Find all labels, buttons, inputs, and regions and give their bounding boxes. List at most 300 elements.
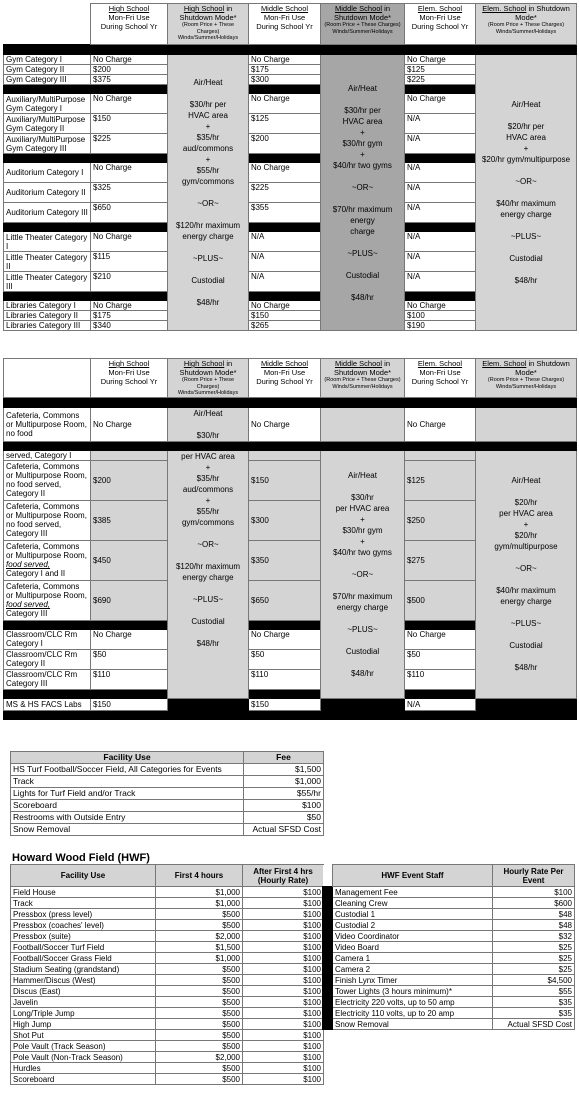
rate-line: $35/hr [196, 133, 220, 142]
hourly-rate: $100 [243, 909, 324, 920]
header-ms-sd-in: in [382, 359, 391, 368]
spacer-cell [323, 986, 333, 997]
hourly-rate: $100 [243, 997, 324, 1008]
separator-cell [91, 85, 168, 94]
col-after-4-hours [243, 865, 324, 887]
hs-price: $110 [91, 669, 168, 689]
facility-use: Scoreboard [11, 800, 244, 812]
table-row [11, 1052, 324, 1063]
table-row [11, 1030, 324, 1041]
ms-price: No Charge [249, 407, 321, 441]
hourly-rate: $100 [243, 1041, 324, 1052]
header-small1: (Room Price + These Charges) [181, 377, 235, 390]
table-2-body [4, 407, 577, 719]
separator-cell [249, 689, 321, 698]
facility-label: Little Theater Category III [4, 272, 91, 292]
ms-price: N/A [249, 232, 321, 252]
facility-use: Hurdles [11, 1063, 156, 1074]
hs-price: No Charge [91, 94, 168, 114]
rate-line: ~PLUS~ [347, 248, 378, 258]
ms-price: $150 [249, 698, 321, 710]
hourly-rate: $100 [243, 898, 324, 909]
rate-line: $40/hr two gyms [333, 547, 392, 557]
rate-line: HVAC area [506, 133, 546, 142]
ms-price: $175 [249, 65, 321, 75]
facility-label: Auxiliary/MultiPurpose Gym Category III [4, 134, 91, 154]
rate-line [323, 635, 402, 646]
staff-rate: $48 [493, 920, 575, 931]
rate-line: $30/hr per [344, 105, 381, 115]
facility-use: Football/Soccer Turf Field [11, 942, 156, 953]
hourly-rate: $100 [243, 953, 324, 964]
rate-line [323, 171, 402, 182]
first-4-hours: $1,000 [156, 887, 243, 898]
facility-label: Classroom/CLC Rm Category II [4, 649, 91, 669]
staff-role: Cleaning Crew [333, 898, 493, 909]
first-4-hours: $500 [156, 1041, 243, 1052]
rate-line: + [360, 127, 365, 137]
hs-price: $50 [91, 649, 168, 669]
rate-line: gym/commons [181, 177, 234, 186]
ms-price: $150 [249, 311, 321, 321]
facility-label: Libraries Category II [4, 311, 91, 321]
facility-label [4, 540, 91, 580]
facility-label: Cafeteria, Commons or Multipurpose Room, no food served, Category III [4, 500, 91, 540]
ms-price: $200 [249, 134, 321, 154]
rate-line: $40/hr maximum [496, 586, 556, 595]
staff-role: Snow Removal [333, 1019, 493, 1030]
rate-line [170, 583, 246, 594]
hourly-rate: $100 [243, 931, 324, 942]
ms-price: $300 [249, 75, 321, 85]
separator-cell [91, 292, 168, 301]
rate-line: $20/hr per [507, 122, 545, 131]
rate-line [170, 187, 246, 198]
food-served: food served, [6, 600, 51, 609]
rate-line: $48/hr [351, 292, 374, 302]
col-after-4-line2: (Hourly Rate) [257, 875, 309, 885]
ms-price: N/A [249, 272, 321, 292]
first-4-hours: $500 [156, 909, 243, 920]
facility-use: Track [11, 898, 156, 909]
hourly-rate: $100 [243, 975, 324, 986]
table-row [11, 909, 324, 920]
rate-line: $55/hr [196, 506, 220, 516]
hs-price: $200 [91, 460, 168, 500]
fee: Actual SFSD Cost [244, 824, 324, 836]
hs-price: $690 [91, 580, 168, 620]
staff-rate: $32 [493, 931, 575, 942]
facility-rates-table-2 [3, 358, 577, 720]
header-hs [91, 359, 168, 398]
ms-price: No Charge [249, 629, 321, 649]
first-4-hours: $1,000 [156, 898, 243, 909]
rate-line [170, 286, 246, 297]
facility-label: served, Category I [4, 450, 91, 460]
rate-line: energy charge [500, 597, 552, 606]
es-price: N/A [405, 163, 476, 183]
staff-role: Camera 2 [333, 964, 493, 975]
hwf-staff-table [322, 864, 575, 1030]
table-row [11, 953, 324, 964]
separator-cell [249, 223, 321, 232]
table-row [11, 887, 324, 898]
hourly-rate: $100 [243, 920, 324, 931]
facility-use: Football/Soccer Grass Field [11, 953, 156, 964]
first-4-hours: $1,500 [156, 942, 243, 953]
staff-role: Tower Lights (3 hours minimum)* [333, 986, 493, 997]
first-4-hours: $500 [156, 920, 243, 931]
facility-label: Little Theater Category I [4, 232, 91, 252]
spacer-cell [323, 953, 333, 964]
facility-use: Discus (East) [11, 986, 156, 997]
ms-price: $350 [249, 540, 321, 580]
hs-price [91, 450, 168, 460]
facility-use: High Jump [11, 1019, 156, 1030]
rate-line: + [523, 520, 529, 529]
facility-label: Auditorium Category II [4, 183, 91, 203]
rate-line [170, 550, 246, 561]
rate-line [170, 627, 246, 638]
facility-label-text: Cafeteria, Commons or Multipurpose Room, [6, 542, 87, 560]
hwf-facility-body [11, 887, 324, 1085]
header-ms-title: Middle School [260, 359, 309, 368]
first-4-hours: $500 [156, 975, 243, 986]
first-4-hours: $1,000 [156, 953, 243, 964]
es-price: N/A [405, 134, 476, 154]
es-price: $125 [405, 460, 476, 500]
rate-line: HVAC area [188, 111, 228, 120]
separator-row [4, 45, 577, 55]
rate-line: ~PLUS~ [192, 594, 224, 604]
hs-price: No Charge [91, 301, 168, 311]
table-row [323, 898, 575, 909]
header-ms [249, 359, 321, 398]
es-shutdown-blank [476, 698, 577, 710]
table-row [323, 942, 575, 953]
col-hourly-rate [493, 865, 575, 887]
fee: $1,000 [244, 776, 324, 788]
staff-rate: $4,500 [493, 975, 575, 986]
rate-line: per HVAC area [181, 451, 235, 461]
rate-line: energy charge [336, 602, 389, 612]
hs-price: $225 [91, 134, 168, 154]
header-hs-title: High School [108, 359, 150, 368]
separator-cell [405, 154, 476, 163]
hs-price: No Charge [91, 163, 168, 183]
facility-use: Pole Vault (Non-Track Season) [11, 1052, 156, 1063]
staff-role: Video Board [333, 942, 493, 953]
header-ms-line3: During School Yr [256, 377, 313, 386]
rate-line: ~OR~ [351, 182, 374, 192]
header-es-sd-line2: Mode* [515, 368, 537, 377]
table-row [323, 953, 575, 964]
header-ms-sd-line2: Shutdown Mode* [333, 13, 392, 22]
rate-line [478, 607, 574, 618]
rate-line [323, 281, 402, 292]
table-row [11, 788, 324, 800]
ms-price: $110 [249, 669, 321, 689]
ms-price: No Charge [249, 55, 321, 65]
rate-line: Air/Heat [511, 100, 541, 109]
rate-line: energy charge [500, 210, 552, 219]
ms-price: $355 [249, 203, 321, 223]
facility-label: Gym Category II [4, 65, 91, 75]
header-hs-sd-title: High School [183, 4, 225, 13]
ms-price: N/A [249, 252, 321, 272]
header-hs-title: High School [108, 4, 150, 13]
staff-rate: $100 [493, 887, 575, 898]
staff-role: Finish Lynx Timer [333, 975, 493, 986]
es-price: $190 [405, 321, 476, 331]
hs-price: $210 [91, 272, 168, 292]
staff-role: Electricity 110 volts, up to 20 amp [333, 1008, 493, 1019]
hs-price: $375 [91, 75, 168, 85]
header-es-shutdown [476, 359, 577, 398]
staff-rate: $25 [493, 964, 575, 975]
rate-line [478, 629, 574, 640]
header-ms [249, 4, 321, 45]
rate-line: $48/hr [196, 298, 220, 307]
separator-cell [4, 154, 91, 163]
header-small2: Winds/Summer/Holidays [332, 383, 393, 390]
rate-line: $120/hr maximum [175, 561, 241, 571]
rate-line: + [360, 149, 365, 159]
spacer-cell [323, 931, 333, 942]
rate-line: Air/Heat [348, 470, 377, 480]
rate-line: ~PLUS~ [347, 624, 378, 634]
staff-rate: $600 [493, 898, 575, 909]
spacer-cell [323, 942, 333, 953]
rate-line: + [205, 122, 211, 131]
facility-use: Pole Vault (Track Season) [11, 1041, 156, 1052]
staff-rate: $25 [493, 942, 575, 953]
rate-line: HVAC area [342, 116, 383, 126]
staff-role: Management Fee [333, 887, 493, 898]
rate-line [323, 94, 402, 105]
staff-role: Video Coordinator [333, 931, 493, 942]
header-es-sd-title: Elem. School [482, 4, 527, 13]
col-first-4-hours: First 4 hours [156, 865, 243, 887]
header-small2: Winds/Summer/Holidays [495, 383, 557, 390]
rate-line: ~OR~ [351, 569, 374, 579]
rate-line: ~OR~ [515, 177, 537, 186]
staff-role: Custodial 2 [333, 920, 493, 931]
rate-line [478, 110, 574, 121]
rate-line [170, 264, 246, 275]
header-hs-line3: During School Yr [100, 377, 158, 386]
spacer-cell [323, 887, 333, 898]
turf-field-fees-table [10, 751, 324, 836]
table-row [11, 920, 324, 931]
spacer-cell [323, 964, 333, 975]
header-small2: Winds/Summer/Holidays [177, 390, 239, 396]
header-ms-line3: During School Yr [256, 22, 313, 31]
table-row [11, 964, 324, 975]
rate-line [478, 165, 574, 176]
facility-use: Long/Triple Jump [11, 1008, 156, 1019]
rate-line: $30/hr gym [342, 525, 383, 535]
facility-label: Gym Category III [4, 75, 91, 85]
header-es-title: Elem. School [417, 4, 463, 13]
staff-rate: $35 [493, 997, 575, 1008]
facility-use: Javelin [11, 997, 156, 1008]
rate-line [170, 209, 246, 220]
fee: $100 [244, 800, 324, 812]
es-shutdown-blank [476, 407, 577, 441]
separator-cell [405, 85, 476, 94]
hourly-rate: $100 [243, 1019, 324, 1030]
fee: $55/hr [244, 788, 324, 800]
facility-use: Pressbox (coaches' level) [11, 920, 156, 931]
header-ms-sd-in: in [382, 4, 391, 13]
facility-rates-table-1 [3, 3, 577, 331]
hs-price: $115 [91, 252, 168, 272]
rate-line [478, 264, 574, 275]
first-4-hours: $500 [156, 986, 243, 997]
spacer-cell [323, 909, 333, 920]
rate-line: aud/commons [182, 484, 234, 494]
facility-label: Libraries Category I [4, 301, 91, 311]
table-row [11, 986, 324, 997]
header-ms-sd-line2: Shutdown Mode* [333, 368, 392, 377]
hs-price: $150 [91, 698, 168, 710]
ms-shutdown-blank [321, 407, 405, 441]
rate-line: $70/hr maximum [332, 591, 393, 601]
header-small1: (Room Price + These Charges) [487, 377, 565, 383]
rate-line: aud/commons [182, 144, 234, 153]
rate-line [170, 605, 246, 616]
es-price [405, 450, 476, 460]
rate-line: Air/Heat [193, 78, 223, 87]
es-price: $50 [405, 649, 476, 669]
hs-price: $650 [91, 203, 168, 223]
es-price: N/A [405, 183, 476, 203]
separator-cell [91, 689, 168, 698]
facility-label: Classroom/CLC Rm Category III [4, 669, 91, 689]
first-4-hours: $2,000 [156, 931, 243, 942]
hourly-rate: $100 [243, 1030, 324, 1041]
header-hs-line3: During School Yr [100, 22, 158, 31]
separator-cell [4, 441, 577, 450]
header-blank [4, 4, 91, 45]
facility-use: Shot Put [11, 1030, 156, 1041]
header-small1: (Room Price + These Charges) [181, 22, 235, 35]
es-price: $500 [405, 580, 476, 620]
table-row [323, 909, 575, 920]
hourly-rate: $100 [243, 942, 324, 953]
header-hs-sd-in: in [224, 4, 233, 13]
rate-line: $20/hr [514, 531, 538, 540]
es-price: $100 [405, 311, 476, 321]
es-price: No Charge [405, 629, 476, 649]
facility-use: Restrooms with Outside Entry [11, 812, 244, 824]
ms-shutdown-blank [321, 698, 405, 710]
facility-use: Snow Removal [11, 824, 244, 836]
facility-label: Auditorium Category III [4, 203, 91, 223]
spacer-cell [323, 920, 333, 931]
first-4-hours: $500 [156, 997, 243, 1008]
es-price: $125 [405, 65, 476, 75]
rate-line: $35/hr [196, 473, 220, 483]
hwf-facility-table [10, 864, 324, 1085]
hourly-rate: $100 [243, 1063, 324, 1074]
rate-line [170, 528, 246, 539]
hs-price: No Charge [91, 629, 168, 649]
separator-cell [249, 154, 321, 163]
facility-label-text: Cafeteria, Commons or Multipurpose Room, [6, 582, 87, 600]
table-row [11, 997, 324, 1008]
separator-row [4, 710, 577, 719]
header-small1: (Room Price + These Charges) [487, 22, 565, 28]
spacer-cell [323, 865, 333, 887]
es-price: No Charge [405, 407, 476, 441]
es-price: N/A [405, 272, 476, 292]
table-row [323, 920, 575, 931]
hs-price: $450 [91, 540, 168, 580]
ms-price: No Charge [249, 301, 321, 311]
header-es-line2: Mon-Fri Use [419, 13, 461, 22]
separator-cell [405, 689, 476, 698]
header-ms-shutdown [321, 359, 405, 398]
header-es [405, 4, 476, 45]
header-hs-line2: Mon-Fri Use [108, 13, 150, 22]
rate-line: $120/hr maximum [175, 221, 241, 230]
es-price: No Charge [405, 55, 476, 65]
header-hs-sd-line2: Shutdown Mode* [179, 13, 237, 22]
hs-price: $385 [91, 500, 168, 540]
header-blank [4, 359, 91, 398]
rate-line [478, 552, 574, 563]
rate-line: ~PLUS~ [192, 254, 224, 263]
header-ms-shutdown [321, 4, 405, 45]
es-price: N/A [405, 698, 476, 710]
separator-cell [91, 154, 168, 163]
ms-price: $150 [249, 460, 321, 500]
rate-line: $70/hr maximum energy [332, 204, 393, 225]
rate-line: Air/Heat [193, 408, 223, 418]
fee: $50 [244, 812, 324, 824]
header-ms-line2: Mon-Fri Use [263, 13, 306, 22]
separator-cell [4, 620, 91, 629]
facility-use: Pressbox (press level) [11, 909, 156, 920]
facility-label: MS & HS FACS Labs [4, 698, 91, 710]
rate-line: ~PLUS~ [510, 232, 542, 241]
hs-price: No Charge [91, 407, 168, 441]
col-event-staff: HWF Event Staff [333, 865, 493, 887]
rate-line: + [205, 462, 211, 472]
first-4-hours: $2,000 [156, 1052, 243, 1063]
header-es-title: Elem. School [417, 359, 463, 368]
first-4-hours: $500 [156, 964, 243, 975]
header-small1: (Room Price + These Charges) [324, 22, 401, 28]
separator-cell [4, 85, 91, 94]
rate-line: ~OR~ [197, 539, 219, 549]
facility-label: Auditorium Category I [4, 163, 91, 183]
separator-cell [405, 620, 476, 629]
facility-label: Cafeteria, Commons or Multipurpose Room, no food served, Category II [4, 460, 91, 500]
hs-price: $200 [91, 65, 168, 75]
staff-role: Electricity 220 volts, up to 50 amp [333, 997, 493, 1008]
rate-line: Custodial [345, 646, 380, 656]
rate-line: charge [350, 226, 375, 236]
table-row [4, 450, 577, 460]
rate-line: $20/hr [514, 498, 538, 507]
separator-cell [4, 689, 91, 698]
rate-line: Air/Heat [348, 83, 377, 93]
category-label: Category III [6, 609, 48, 618]
separator-row [4, 441, 577, 450]
